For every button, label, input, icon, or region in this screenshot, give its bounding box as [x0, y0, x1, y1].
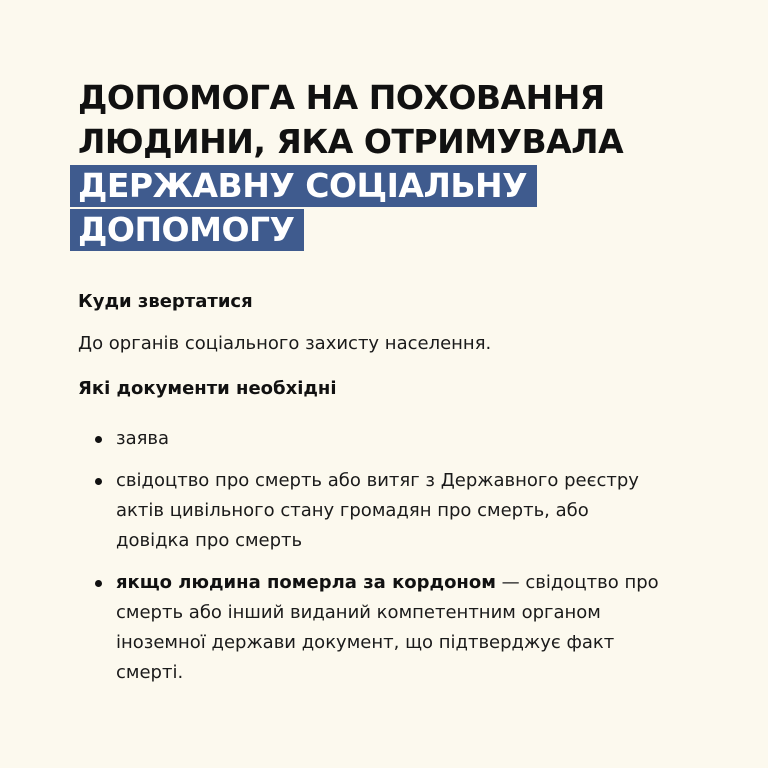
list-item: якщо людина померла за кордоном — свідоцтво про смерть або інший виданий компетентним органом іноземної держави документ, що підтверджує факт смерті.	[95, 568, 665, 688]
documents-list	[95, 424, 665, 700]
list-item: свідоцтво про смерть або витяг з Державного реєстру актів цивільного стану громадян про смерть, або довідка про смерть	[95, 466, 665, 556]
bullet-icon	[95, 436, 102, 443]
title-line-highlighted	[70, 208, 730, 252]
title-highlight: ДЕРЖАВНУ СОЦІАЛЬНУ	[70, 165, 537, 207]
bullet-icon	[95, 478, 102, 485]
title-line: ДОПОМОГА НА ПОХОВАННЯ	[78, 78, 605, 117]
list-item: заява	[95, 424, 665, 454]
page-title	[70, 76, 730, 252]
title-line-highlighted	[70, 164, 730, 208]
where-to-apply-text: До органів соціального захисту населення.	[78, 333, 492, 354]
list-item-emphasis: якщо людина померла за кордоном	[116, 572, 496, 593]
title-highlight: ДОПОМОГУ	[70, 209, 304, 251]
documents-heading: Які документи необхідні	[78, 378, 337, 399]
bullet-icon	[95, 580, 102, 587]
title-line: ЛЮДИНИ, ЯКА ОТРИМУВАЛА	[78, 122, 624, 161]
where-to-apply-heading: Куди звертатися	[78, 291, 253, 312]
